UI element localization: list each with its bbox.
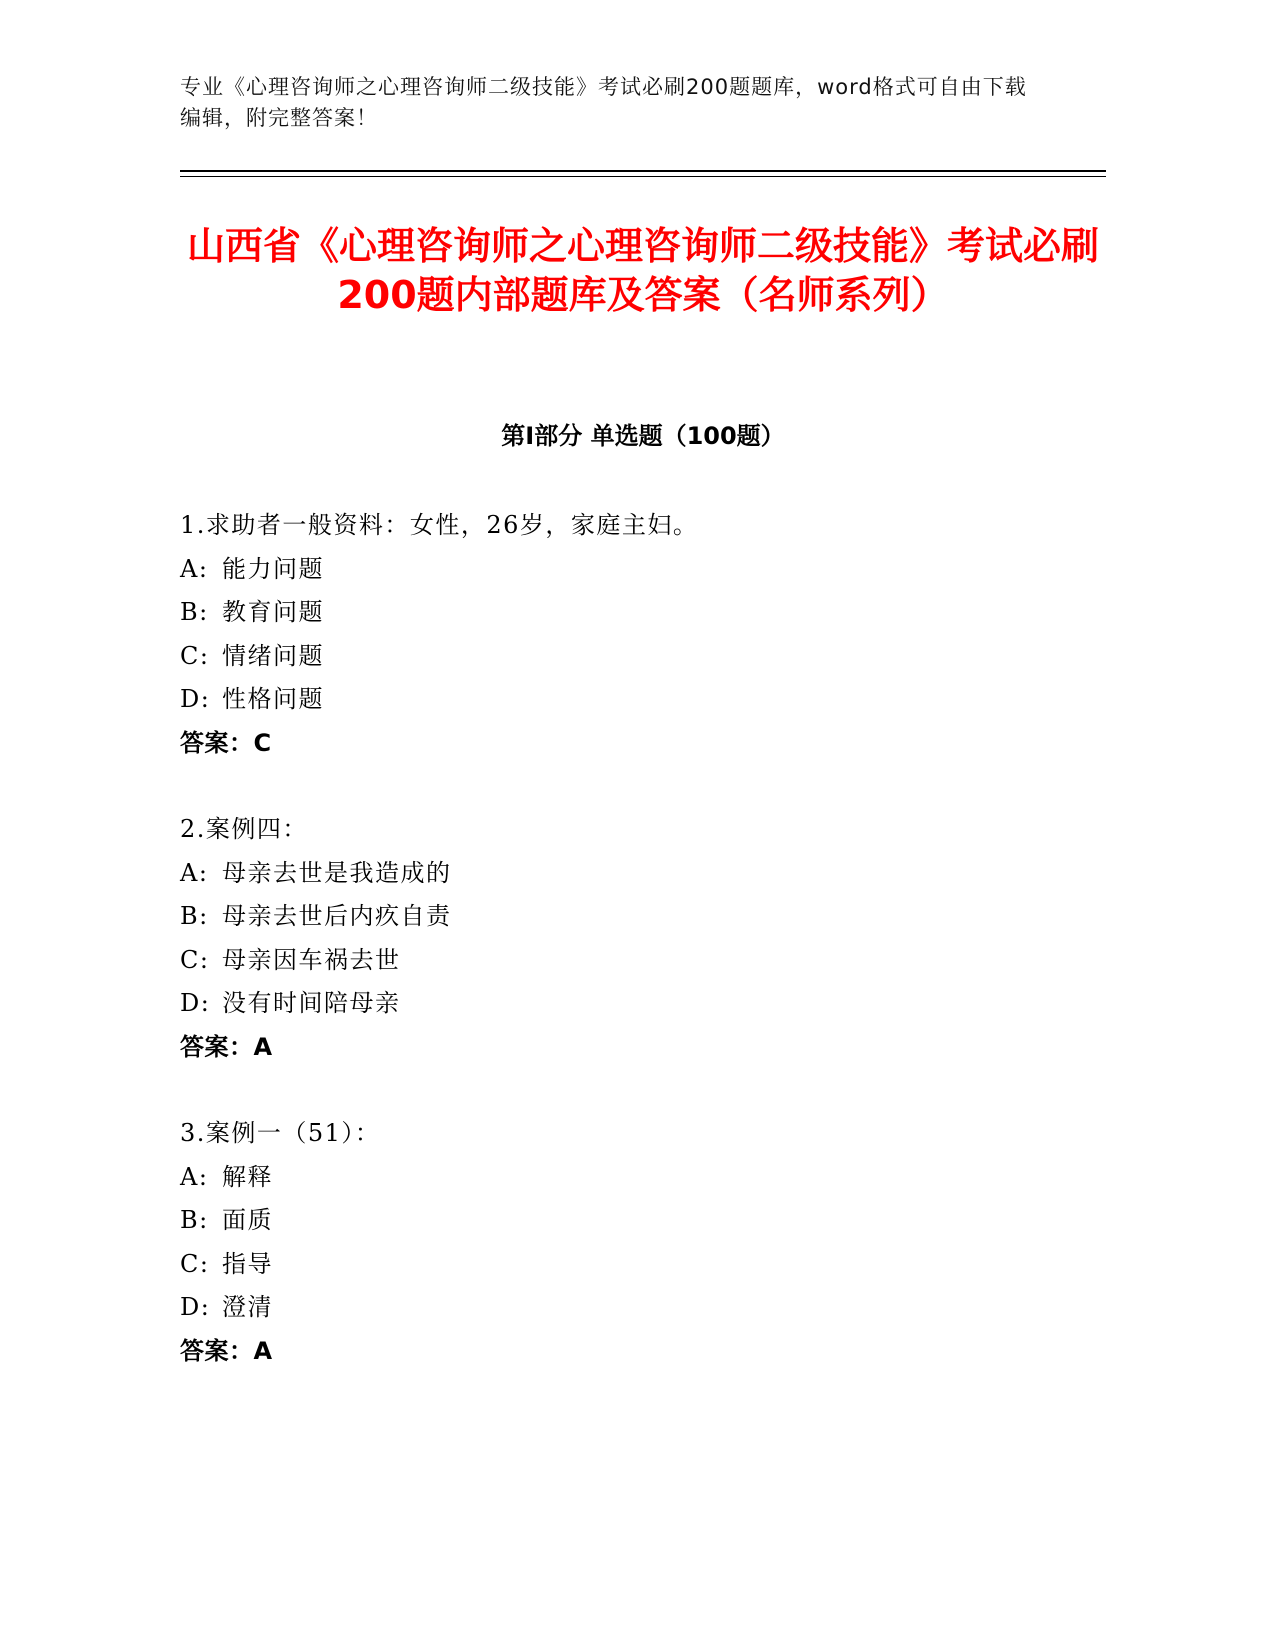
option-letter: A:: [180, 1162, 209, 1191]
option-c: [180, 635, 1080, 679]
header-divider-thin: [180, 176, 1106, 177]
option-text: 能力问题: [222, 554, 324, 583]
option-letter: D:: [180, 1293, 211, 1321]
option-letter: A:: [180, 554, 209, 583]
option-letter: A:: [180, 858, 209, 887]
option-a: [180, 1156, 1080, 1200]
option-b: [180, 895, 1080, 939]
option-letter: D:: [180, 989, 211, 1017]
option-text: 母亲去世是我造成的: [222, 858, 452, 887]
header-divider-thick: [180, 170, 1106, 172]
option-text: 指导: [222, 1249, 273, 1278]
option-c: [180, 1243, 1080, 1287]
answer-line: 答案：A: [180, 1032, 273, 1061]
option-letter: C:: [180, 945, 210, 974]
option-text: 情绪问题: [222, 641, 324, 670]
option-text: 母亲去世后内疚自责: [222, 902, 452, 930]
option-a: [180, 852, 1080, 896]
question-1: [180, 504, 1080, 765]
option-c: [180, 939, 1080, 983]
question-3: [180, 1112, 1080, 1373]
option-text: 教育问题: [222, 598, 324, 626]
option-text: 母亲因车祸去世: [222, 945, 401, 974]
question-stem: 3.案例一（51）：: [180, 1119, 381, 1147]
option-letter: D:: [180, 685, 211, 713]
option-b: [180, 1199, 1080, 1243]
option-letter: C:: [180, 641, 210, 670]
section-title: 第I部分 单选题（100题）: [501, 422, 785, 450]
option-text: 澄清: [222, 1293, 273, 1321]
header-note: 专业《心理咨询师之心理咨询师二级技能》考试必刷200题题库，word格式可自由下载编辑，附完整答案！: [180, 75, 1027, 130]
question-stem: 2.案例四：: [180, 815, 308, 843]
option-letter: C:: [180, 1249, 210, 1278]
question-list: [180, 504, 1080, 1416]
answer-line: 答案：C: [180, 728, 272, 757]
option-d: [180, 678, 1080, 722]
option-letter: B:: [180, 902, 209, 930]
question-stem: 1.求助者一般资料：女性，26岁，家庭主妇。: [180, 511, 699, 539]
answer-line: 答案：A: [180, 1336, 273, 1365]
option-d: [180, 982, 1080, 1026]
option-a: [180, 548, 1080, 592]
option-text: 面质: [222, 1206, 273, 1234]
option-text: 性格问题: [222, 685, 324, 713]
question-2: [180, 808, 1080, 1069]
document-title: 山西省《心理咨询师之心理咨询师二级技能》考试必刷200题内部题库及答案（名师系列）: [186, 224, 1099, 317]
option-text: 没有时间陪母亲: [222, 989, 401, 1017]
option-letter: B:: [180, 1206, 209, 1234]
option-d: [180, 1286, 1080, 1330]
option-b: [180, 591, 1080, 635]
option-text: 解释: [222, 1162, 273, 1191]
option-letter: B:: [180, 598, 209, 626]
